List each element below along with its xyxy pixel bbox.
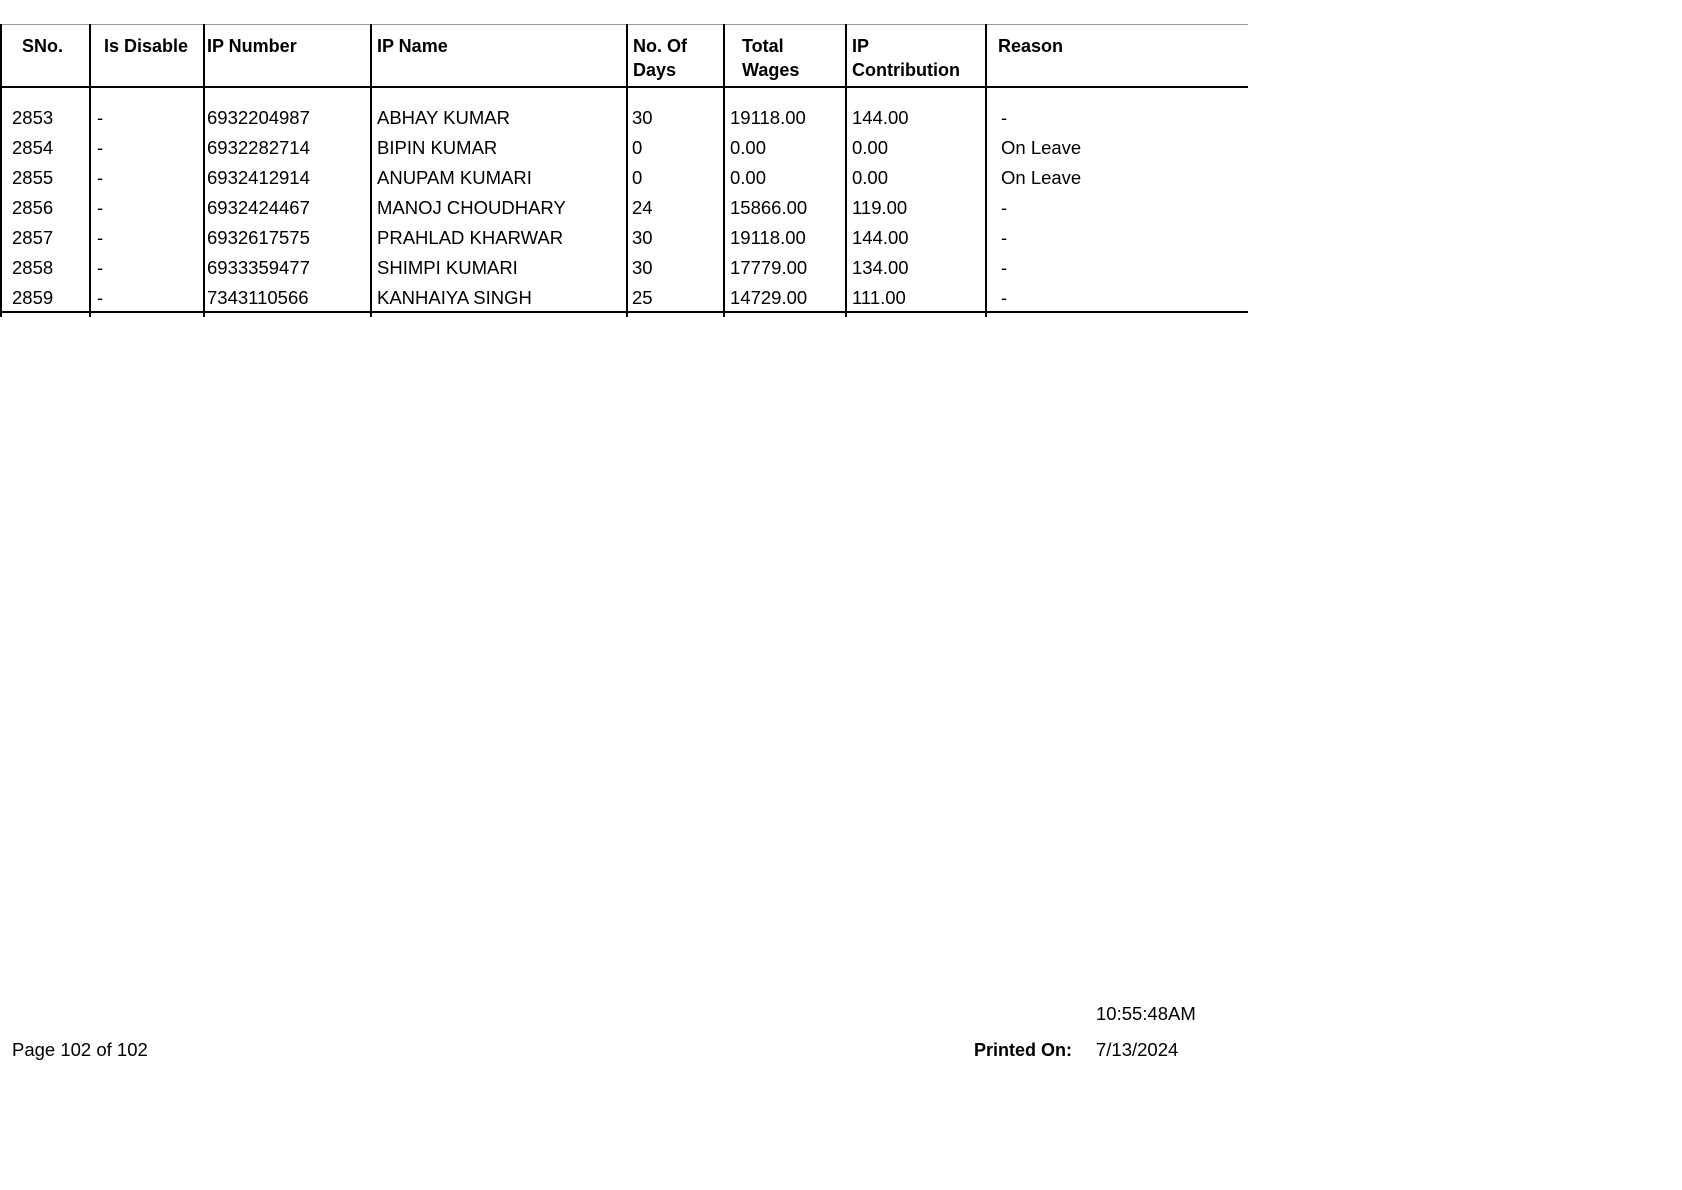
cell-contribution: 0.00 xyxy=(852,167,889,188)
cell-is-disable: - xyxy=(97,257,104,278)
table-row xyxy=(0,193,1248,223)
cell-ip-name: PRAHLAD KHARWAR xyxy=(377,227,564,248)
header-ip-contribution: IP Contribution xyxy=(852,36,960,80)
table-row xyxy=(0,223,1248,253)
cell-is-disable: - xyxy=(97,137,104,158)
cell-wages: 14729.00 xyxy=(730,287,808,308)
cell-wages: 0.00 xyxy=(730,137,767,158)
cell-wages: 0.00 xyxy=(730,167,767,188)
cell-reason: On Leave xyxy=(1001,137,1082,158)
cell-ip-number: 6932617575 xyxy=(207,227,310,248)
printed-time: 10:55:48AM xyxy=(1096,1003,1196,1024)
cell-ip-number: 6933359477 xyxy=(207,257,310,278)
printed-date: 7/13/2024 xyxy=(1096,1039,1179,1060)
cell-contribution: 134.00 xyxy=(852,257,909,278)
cell-is-disable: - xyxy=(97,227,104,248)
cell-sno: 2859 xyxy=(12,287,54,308)
cell-reason: - xyxy=(1001,107,1008,128)
cell-reason: - xyxy=(1001,287,1008,308)
table-row xyxy=(0,163,1248,193)
cell-sno: 2854 xyxy=(12,137,54,158)
cell-ip-name: KANHAIYA SINGH xyxy=(377,287,532,308)
header-ip-name: IP Name xyxy=(377,36,448,56)
cell-days: 0 xyxy=(632,167,643,188)
cell-sno: 2858 xyxy=(12,257,54,278)
contribution-table xyxy=(0,24,1248,314)
header-reason: Reason xyxy=(998,36,1064,56)
cell-ip-number: 6932412914 xyxy=(207,167,310,188)
cell-is-disable: - xyxy=(97,107,104,128)
cell-ip-name: MANOJ CHOUDHARY xyxy=(377,197,566,218)
cell-ip-number: 7343110566 xyxy=(207,287,309,308)
cell-days: 25 xyxy=(632,287,653,308)
cell-ip-name: ABHAY KUMAR xyxy=(377,107,510,128)
header-total-wages: Total Wages xyxy=(742,36,800,80)
cell-wages: 17779.00 xyxy=(730,257,808,278)
cell-ip-name: BIPIN KUMAR xyxy=(377,137,498,158)
cell-ip-number: 6932424467 xyxy=(207,197,310,218)
cell-is-disable: - xyxy=(97,167,104,188)
cell-wages: 15866.00 xyxy=(730,197,808,218)
cell-ip-number: 6932282714 xyxy=(207,137,310,158)
cell-is-disable: - xyxy=(97,197,104,218)
printed-on-label: Printed On: xyxy=(974,1040,1072,1060)
cell-sno: 2856 xyxy=(12,197,54,218)
cell-reason: - xyxy=(1001,227,1008,248)
cell-days: 30 xyxy=(632,227,653,248)
cell-ip-name: SHIMPI KUMARI xyxy=(377,257,518,278)
cell-days: 24 xyxy=(632,197,653,218)
page-number: Page 102 of 102 xyxy=(12,1039,148,1060)
cell-sno: 2855 xyxy=(12,167,54,188)
cell-is-disable: - xyxy=(97,287,104,308)
table-row xyxy=(0,283,1248,313)
cell-days: 30 xyxy=(632,257,653,278)
cell-wages: 19118.00 xyxy=(730,227,806,248)
table-row xyxy=(0,133,1248,163)
cell-sno: 2857 xyxy=(12,227,54,248)
header-ip-number: IP Number xyxy=(207,36,297,56)
cell-contribution: 144.00 xyxy=(852,107,909,128)
cell-contribution: 111.00 xyxy=(852,287,906,308)
cell-ip-number: 6932204987 xyxy=(207,107,310,128)
header-sno: SNo. xyxy=(22,36,64,56)
table-row xyxy=(0,253,1248,283)
header-is-disable: Is Disable xyxy=(104,36,189,56)
cell-reason: - xyxy=(1001,197,1008,218)
cell-reason: On Leave xyxy=(1001,167,1082,188)
table-top-rule xyxy=(0,24,1248,25)
cell-days: 30 xyxy=(632,107,653,128)
header-no-of-days: No. Of Days xyxy=(633,36,687,80)
cell-days: 0 xyxy=(632,137,643,158)
cell-reason: - xyxy=(1001,257,1008,278)
table-row xyxy=(0,103,1248,133)
cell-contribution: 119.00 xyxy=(852,197,908,218)
cell-contribution: 0.00 xyxy=(852,137,889,158)
cell-contribution: 144.00 xyxy=(852,227,909,248)
cell-sno: 2853 xyxy=(12,107,54,128)
cell-wages: 19118.00 xyxy=(730,107,806,128)
table-header-rule xyxy=(0,86,1248,88)
cell-ip-name: ANUPAM KUMARI xyxy=(377,167,532,188)
